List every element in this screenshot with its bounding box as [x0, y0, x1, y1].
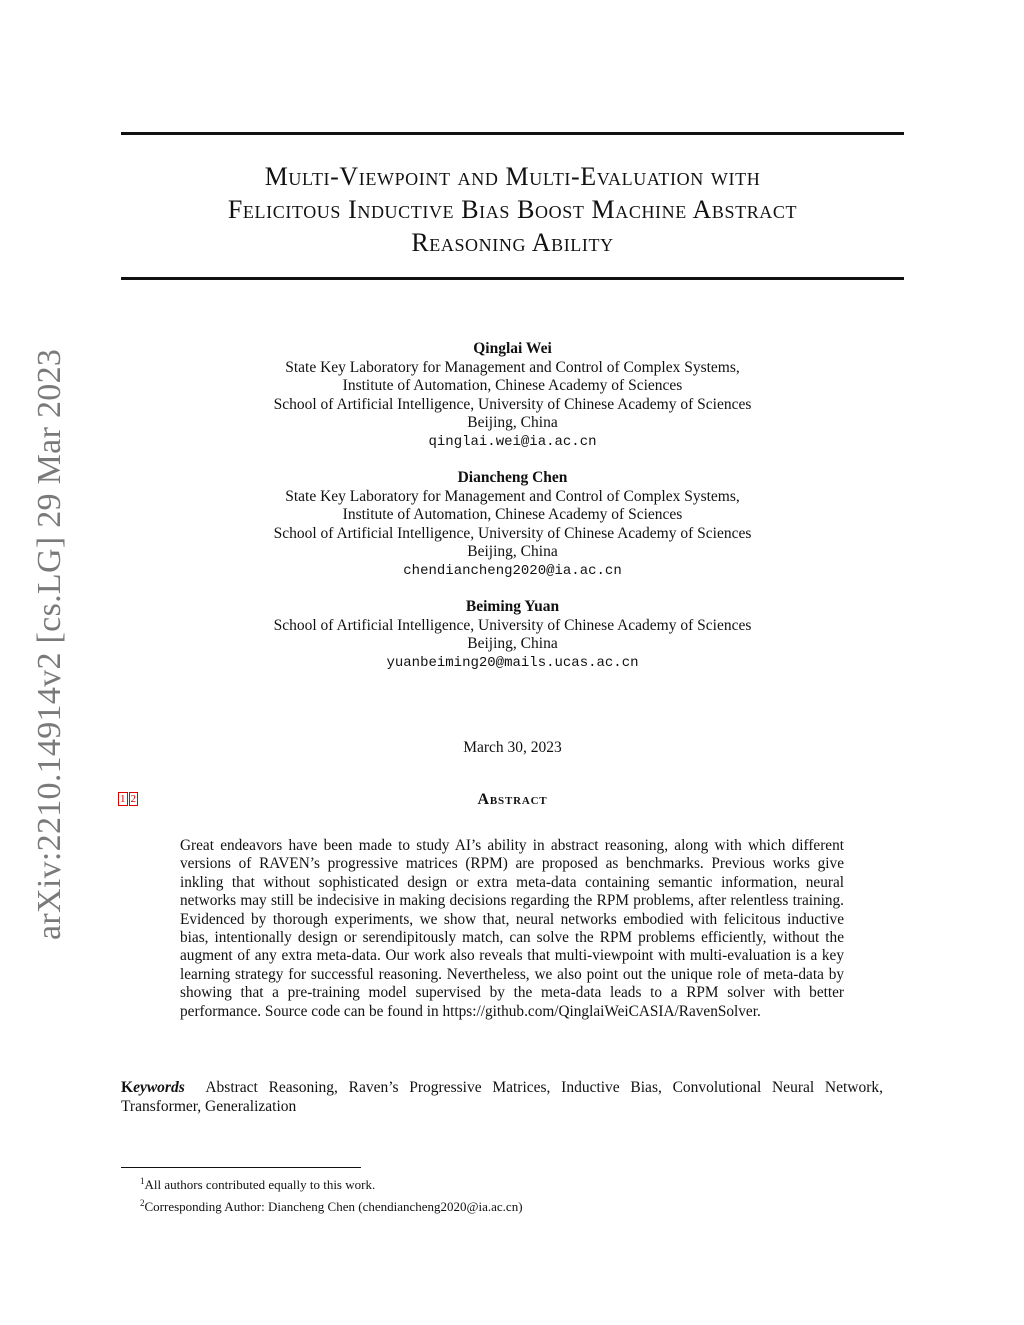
keywords — [121, 1078, 883, 1116]
footnote-mark: 2 — [140, 1198, 145, 1208]
footnote-marker-link[interactable]: 1 — [120, 793, 126, 805]
author-affiliation: School of Artificial Intelligence, University of Chinese Academy of Sciences — [273, 524, 752, 542]
author-block — [121, 469, 904, 580]
arxiv-identifier: arXiv:2210.14914v2 [cs.LG] 29 Mar 2023 — [31, 348, 68, 940]
abstract-text: Great endeavors have been made to study AI’s ability in abstract reasoning, along with which different versions of RAVEN’s progressive matrices (RPM) are proposed as benchmarks. Previous works give inkling that without sophisticated design or extra meta-data containing semantic information, neural networks may still be indecisive in making decisions regarding the RPM problems, after relentless training. Evidenced by thorough experiments, we show that, neural networks embodied with felicitous inductive bias, intentionally design or serendipitously match, can solve the RPM problems efficiently, without the augment of any extra meta-data. Our work also reveals that multi-viewpoint with multi-evaluation is a key learning strategy for successful reasoning. Nevertheless, we also point out the unique role of meta-data by showing that a pre-training model supervised by the meta-data leads to a RPM solver with better performance. Source code can be found in https://github.com/QinglaiWeiCASIA/RavenSolver. — [180, 837, 844, 1020]
title-line-2: Felicitous Inductive Bias Boost Machine Abstract — [227, 195, 798, 224]
keywords-text: Abstract Reasoning, Raven’s Progressive Matrices, Inductive Bias, Convolutional Neural Network, Transformer, Generalization — [121, 1079, 883, 1115]
author-affiliation: State Key Laboratory for Management and Control of Complex Systems, — [285, 358, 740, 376]
footnote-marker-link[interactable]: 2 — [130, 793, 136, 805]
footnote-rule — [121, 1167, 361, 1168]
author-affiliation: School of Artificial Intelligence, University of Chinese Academy of Sciences — [273, 616, 752, 634]
title-top-rule — [121, 132, 904, 135]
footnotes — [140, 1172, 840, 1216]
author-affiliation: Beijing, China — [467, 414, 558, 431]
author-name: Diancheng Chen — [457, 469, 568, 486]
title-line-3: Reasoning Ability — [411, 228, 614, 257]
publication-date: March 30, 2023 — [463, 739, 562, 756]
author-list — [121, 340, 904, 690]
author-name: Qinglai Wei — [473, 340, 552, 357]
author-email[interactable]: qinglai.wei@ia.ac.cn — [428, 433, 597, 450]
title-bottom-rule — [121, 277, 904, 280]
author-email[interactable]: chendiancheng2020@ia.ac.cn — [403, 562, 622, 579]
author-block — [121, 598, 904, 672]
footnote-text: Corresponding Author: Diancheng Chen (chendiancheng2020@ia.ac.cn) — [144, 1199, 523, 1214]
footnote-mark: 1 — [140, 1176, 145, 1186]
footnote — [140, 1172, 840, 1194]
author-affiliation: Institute of Automation, Chinese Academy of Sciences — [342, 506, 683, 523]
author-affiliation: State Key Laboratory for Management and Control of Complex Systems, — [285, 487, 740, 505]
keywords-label: Keywords — [121, 1079, 185, 1096]
title-line-1: Multi-Viewpoint and Multi-Evaluation with — [264, 162, 761, 191]
footnote — [140, 1194, 840, 1216]
author-block — [121, 340, 904, 451]
footnote-text: All authors contributed equally to this work. — [144, 1177, 376, 1192]
abstract-heading: Abstract — [477, 791, 548, 808]
author-name: Beiming Yuan — [465, 598, 560, 615]
author-email[interactable]: yuanbeiming20@mails.ucas.ac.cn — [386, 654, 639, 671]
author-affiliation: Institute of Automation, Chinese Academy of Sciences — [342, 377, 683, 394]
paper-title — [121, 160, 904, 259]
author-affiliation: Beijing, China — [467, 543, 558, 560]
author-affiliation: School of Artificial Intelligence, University of Chinese Academy of Sciences — [273, 395, 752, 413]
author-affiliation: Beijing, China — [467, 635, 558, 652]
